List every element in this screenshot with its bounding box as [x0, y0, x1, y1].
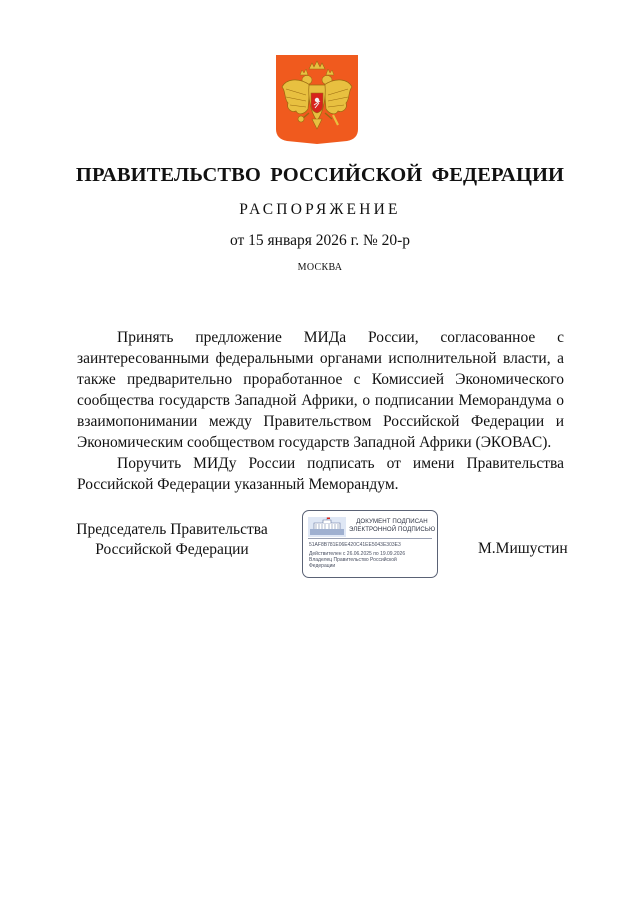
body-paragraph-1: Принять предложение МИДа России, согласованное с заинтересованными федеральными органами исполнительной власти, а также предварительно проработанное с Комиссией Экономического сообщества государств Западной Африки, о подписании Меморандума о взаимопонимании между Правительством Российской Федерации и Экономическим сообществом государств Западной Африки (ЭКОВАС). [77, 329, 564, 451]
signatory-title-line-1: Председатель Правительства [76, 521, 268, 538]
certificate-owner-line-2: Федерации [309, 563, 336, 569]
body-paragraph-2: Поручить МИДу России подписать от имени Правительства Российской Федерации указанный Меморандум. [77, 455, 564, 493]
document-type: РАСПОРЯЖЕНИЕ [239, 201, 401, 218]
signatory-name: М.Мишустин [478, 540, 568, 557]
government-title: ПРАВИТЕЛЬСТВО РОССИЙСКОЙ ФЕДЕРАЦИИ [75, 164, 565, 186]
government-building-icon [308, 517, 346, 537]
certificate-owner-line-1: Владелец Правительство Российской [309, 557, 397, 563]
signatory-title-line-2: Российской Федерации [95, 541, 249, 558]
stamp-heading-line-2: ЭЛЕКТРОННОЙ ПОДПИСЬЮ [349, 525, 436, 533]
russian-coat-of-arms-icon [276, 55, 358, 144]
document-body [77, 327, 564, 495]
stamp-heading-line-1: ДОКУМЕНТ ПОДПИСАН [356, 518, 428, 525]
electronic-signature-stamp [302, 510, 438, 578]
certificate-validity: Действителен с 26.06.2025 по 19.09.2026 [309, 551, 406, 557]
stamp-divider [308, 538, 432, 539]
signatory-title [74, 520, 270, 560]
coat-of-arms-emblem [276, 55, 358, 144]
stamp-heading [349, 518, 435, 533]
certificate-serial: 51AF8B781E06E420C41EE5043E303E3 [309, 542, 401, 548]
document-date-number: от 15 января 2026 г. № 20-р [229, 232, 411, 249]
document-city: МОСКВА [297, 262, 343, 273]
